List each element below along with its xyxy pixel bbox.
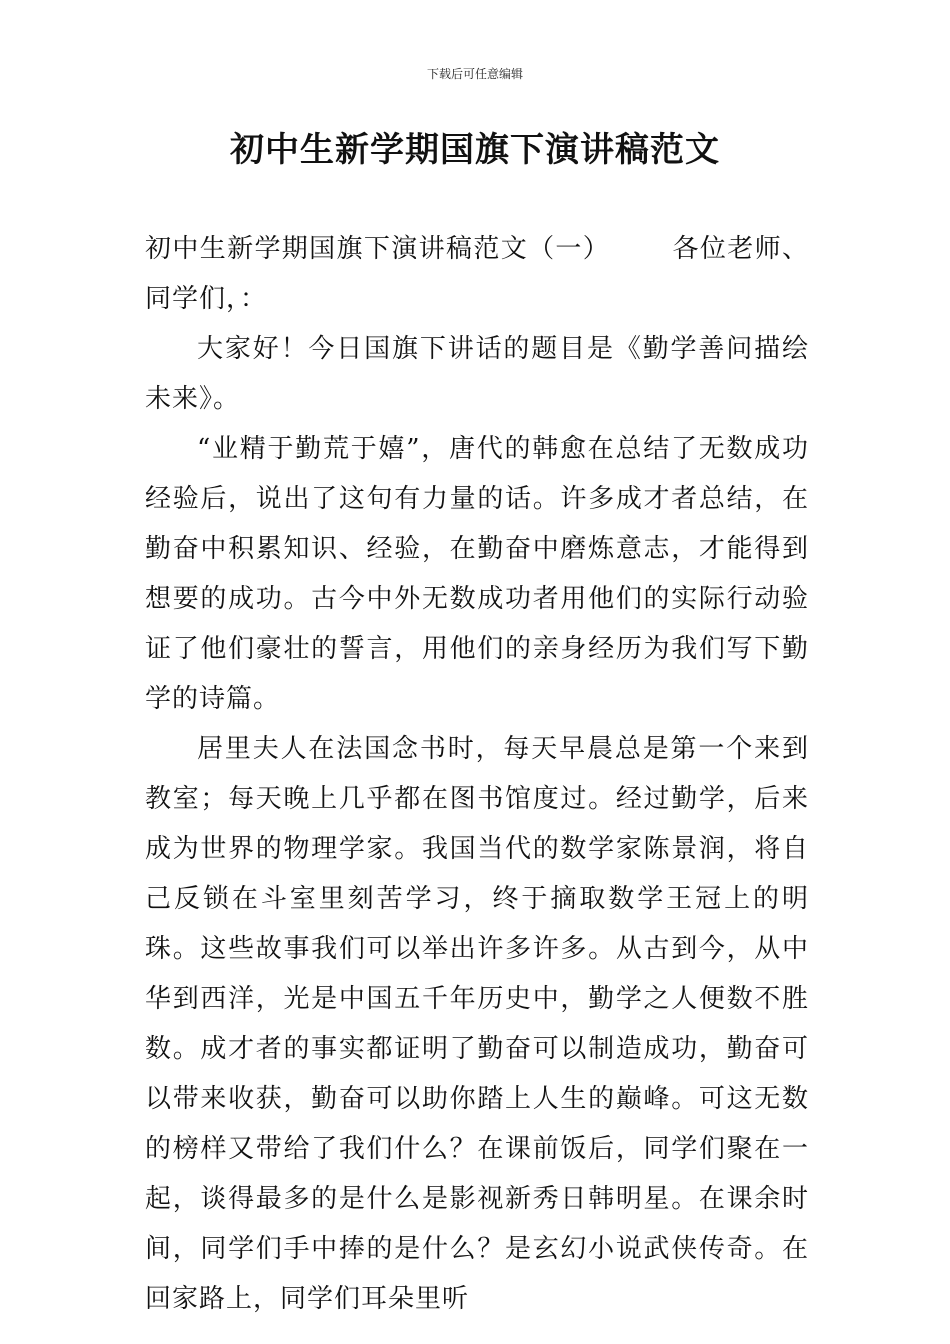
intro-line [145, 224, 809, 324]
header-note: 下载后可任意编辑 [426, 67, 523, 81]
document-title: 初中生新学期国旗下演讲稿范文 [230, 130, 720, 170]
paragraph-quote: “业精于勤荒于嬉”，唐代的韩愈在总结了无数成功经验后，说出了这句有力量的话。许多成才者总结，在勤奋中积累知识、经验，在勤奋中磨炼意志，才能得到想要的成功。古今中外无数成功者用他们的实际行动验证了他们豪壮的誓言，用他们的亲身经历为我们写下勤学的诗篇。 [145, 434, 809, 714]
document-body [145, 224, 809, 1324]
paragraph-greeting: 大家好！今日国旗下讲话的题目是《勤学善问描绘未来》。 [145, 334, 809, 414]
intro-heading: 初中生新学期国旗下演讲稿范文（一） [145, 234, 611, 264]
paragraph-examples: 居里夫人在法国念书时，每天早晨总是第一个来到教室；每天晚上几乎都在图书馆度过。经过勤学，后来成为世界的物理学家。我国当代的数学家陈景润，将自己反锁在斗室里刻苦学习，终于摘取数学王冠上的明珠。这些故事我们可以举出许多许多。从古到今，从中华到西洋，光是中国五千年历史中，勤学之人便数不胜数。成才者的事实都证明了勤奋可以制造成功，勤奋可以带来收获，勤奋可以助你踏上人生的巅峰。可这无数的榜样又带给了我们什么？在课前饭后，同学们聚在一起，谈得最多的是什么是影视新秀日韩明星。在课余时间，同学们手中捧的是什么？是玄幻小说武侠传奇。在回家路上，同学们耳朵里听 [145, 734, 809, 1314]
salutation: 各位老师、同学们，： [145, 234, 809, 314]
